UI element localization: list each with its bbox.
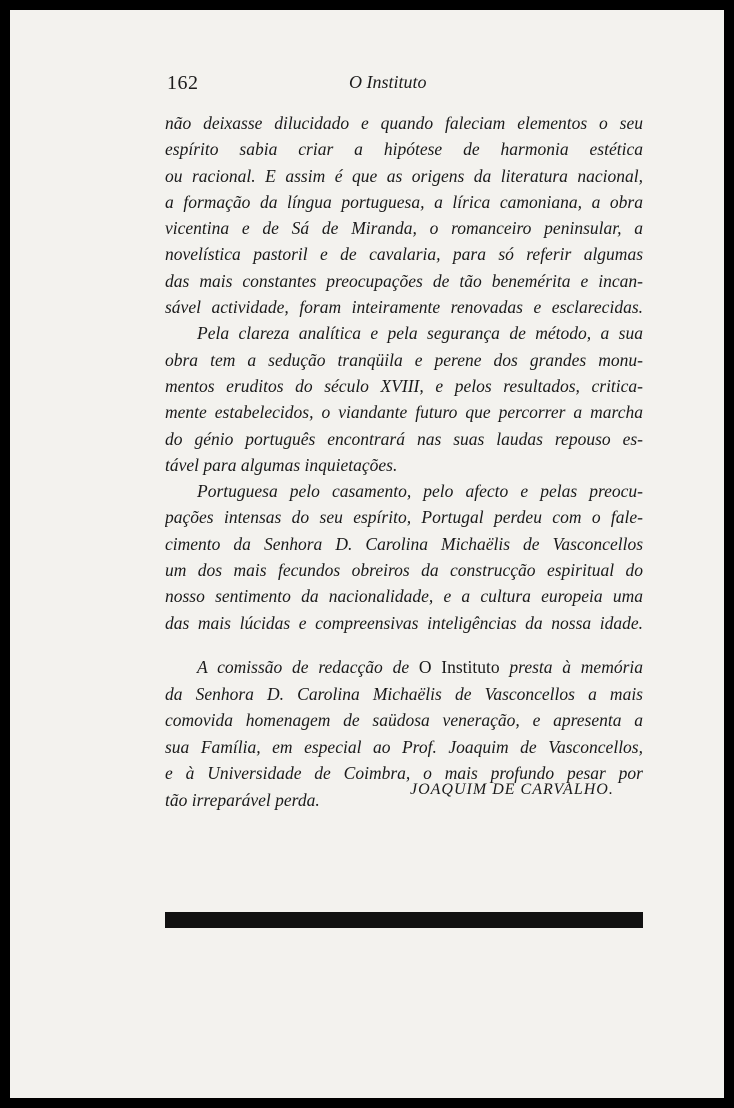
text-line: do génio português encontrará nas suas laudas repouso es- [165,428,643,449]
text-line: obra tem a sedução tranqüila e perene dos grandes monu- [165,349,643,370]
text-line: mente estabelecidos, o viandante futuro que percorrer a marcha [165,402,643,423]
text-line: tável para algumas inquietações. [165,454,398,475]
text-line: sua Família, em especial ao Prof. Joaquim de Vasconcellos, [165,736,643,757]
text-line [165,654,643,681]
text-line: comovida homenagem de saüdosa veneração, e apresenta a [165,710,643,731]
bottom-rule [165,912,643,928]
article-body [165,110,643,814]
tribute-opening: A comissão de redacção de [197,656,410,677]
running-title: O Instituto [349,72,427,92]
text-line: das mais constantes preocupações de tão benemérita e incan- [165,270,643,291]
page-header [167,72,640,96]
text-line: tão irreparável perda. [165,789,320,810]
text-line: não deixasse dilucidado e quando faleciam elementos o seu [165,113,643,133]
paragraph-2 [165,320,643,478]
text-line: pações intensas do seu espírito, Portugal perdeu com o fale- [165,507,643,528]
text-line: das mais lúcidas e compreensivas inteligências da nossa idade. [165,612,643,633]
text-line: Pela clareza analítica e pela segurança de método, a sua [197,323,643,344]
paragraph-gap [165,636,643,654]
text-line: um dos mais fecundos obreiros da construcção espiritual do [165,560,643,581]
journal-name: O Instituto [418,656,500,677]
page-number: 162 [167,72,199,94]
paragraph-3 [165,478,643,636]
text-line: vicentina e de Sá de Miranda, o romanceiro peninsular, a [165,218,643,239]
text-line: a formação da língua portuguesa, a lírica camoniana, a obra [165,191,643,212]
text-line: ou racional. E assim é que as origens da literatura nacional, [165,165,643,186]
text-line: espírito sabia criar a hipótese de harmonia estética [165,139,643,160]
text-line: da Senhora D. Carolina Michaëlis de Vasconcellos a mais [165,683,643,704]
text-line: sável actividade, foram inteiramente renovadas e esclarecidas. [165,297,643,318]
text-line: Portuguesa pelo casamento, pelo afecto e pelas preocu- [197,481,643,502]
text-line: novelística pastoril e de cavalaria, para só referir algumas [165,244,643,265]
text-line: e à Universidade de Coimbra, o mais profundo pesar por [165,763,643,784]
paragraph-1 [165,110,643,320]
text-line: mentos eruditos do século XVIII, e pelos resultados, critica- [165,375,643,396]
text-line: cimento da Senhora D. Carolina Michaëlis de Vasconcellos [165,533,643,554]
tribute-opening-end: presta à memória [509,656,643,677]
document-page [10,10,724,1098]
signature: JOAQUIM DE CARVALHO. [410,781,614,798]
text-line: nosso sentimento da nacionalidade, e a cultura europeia uma [165,586,643,607]
